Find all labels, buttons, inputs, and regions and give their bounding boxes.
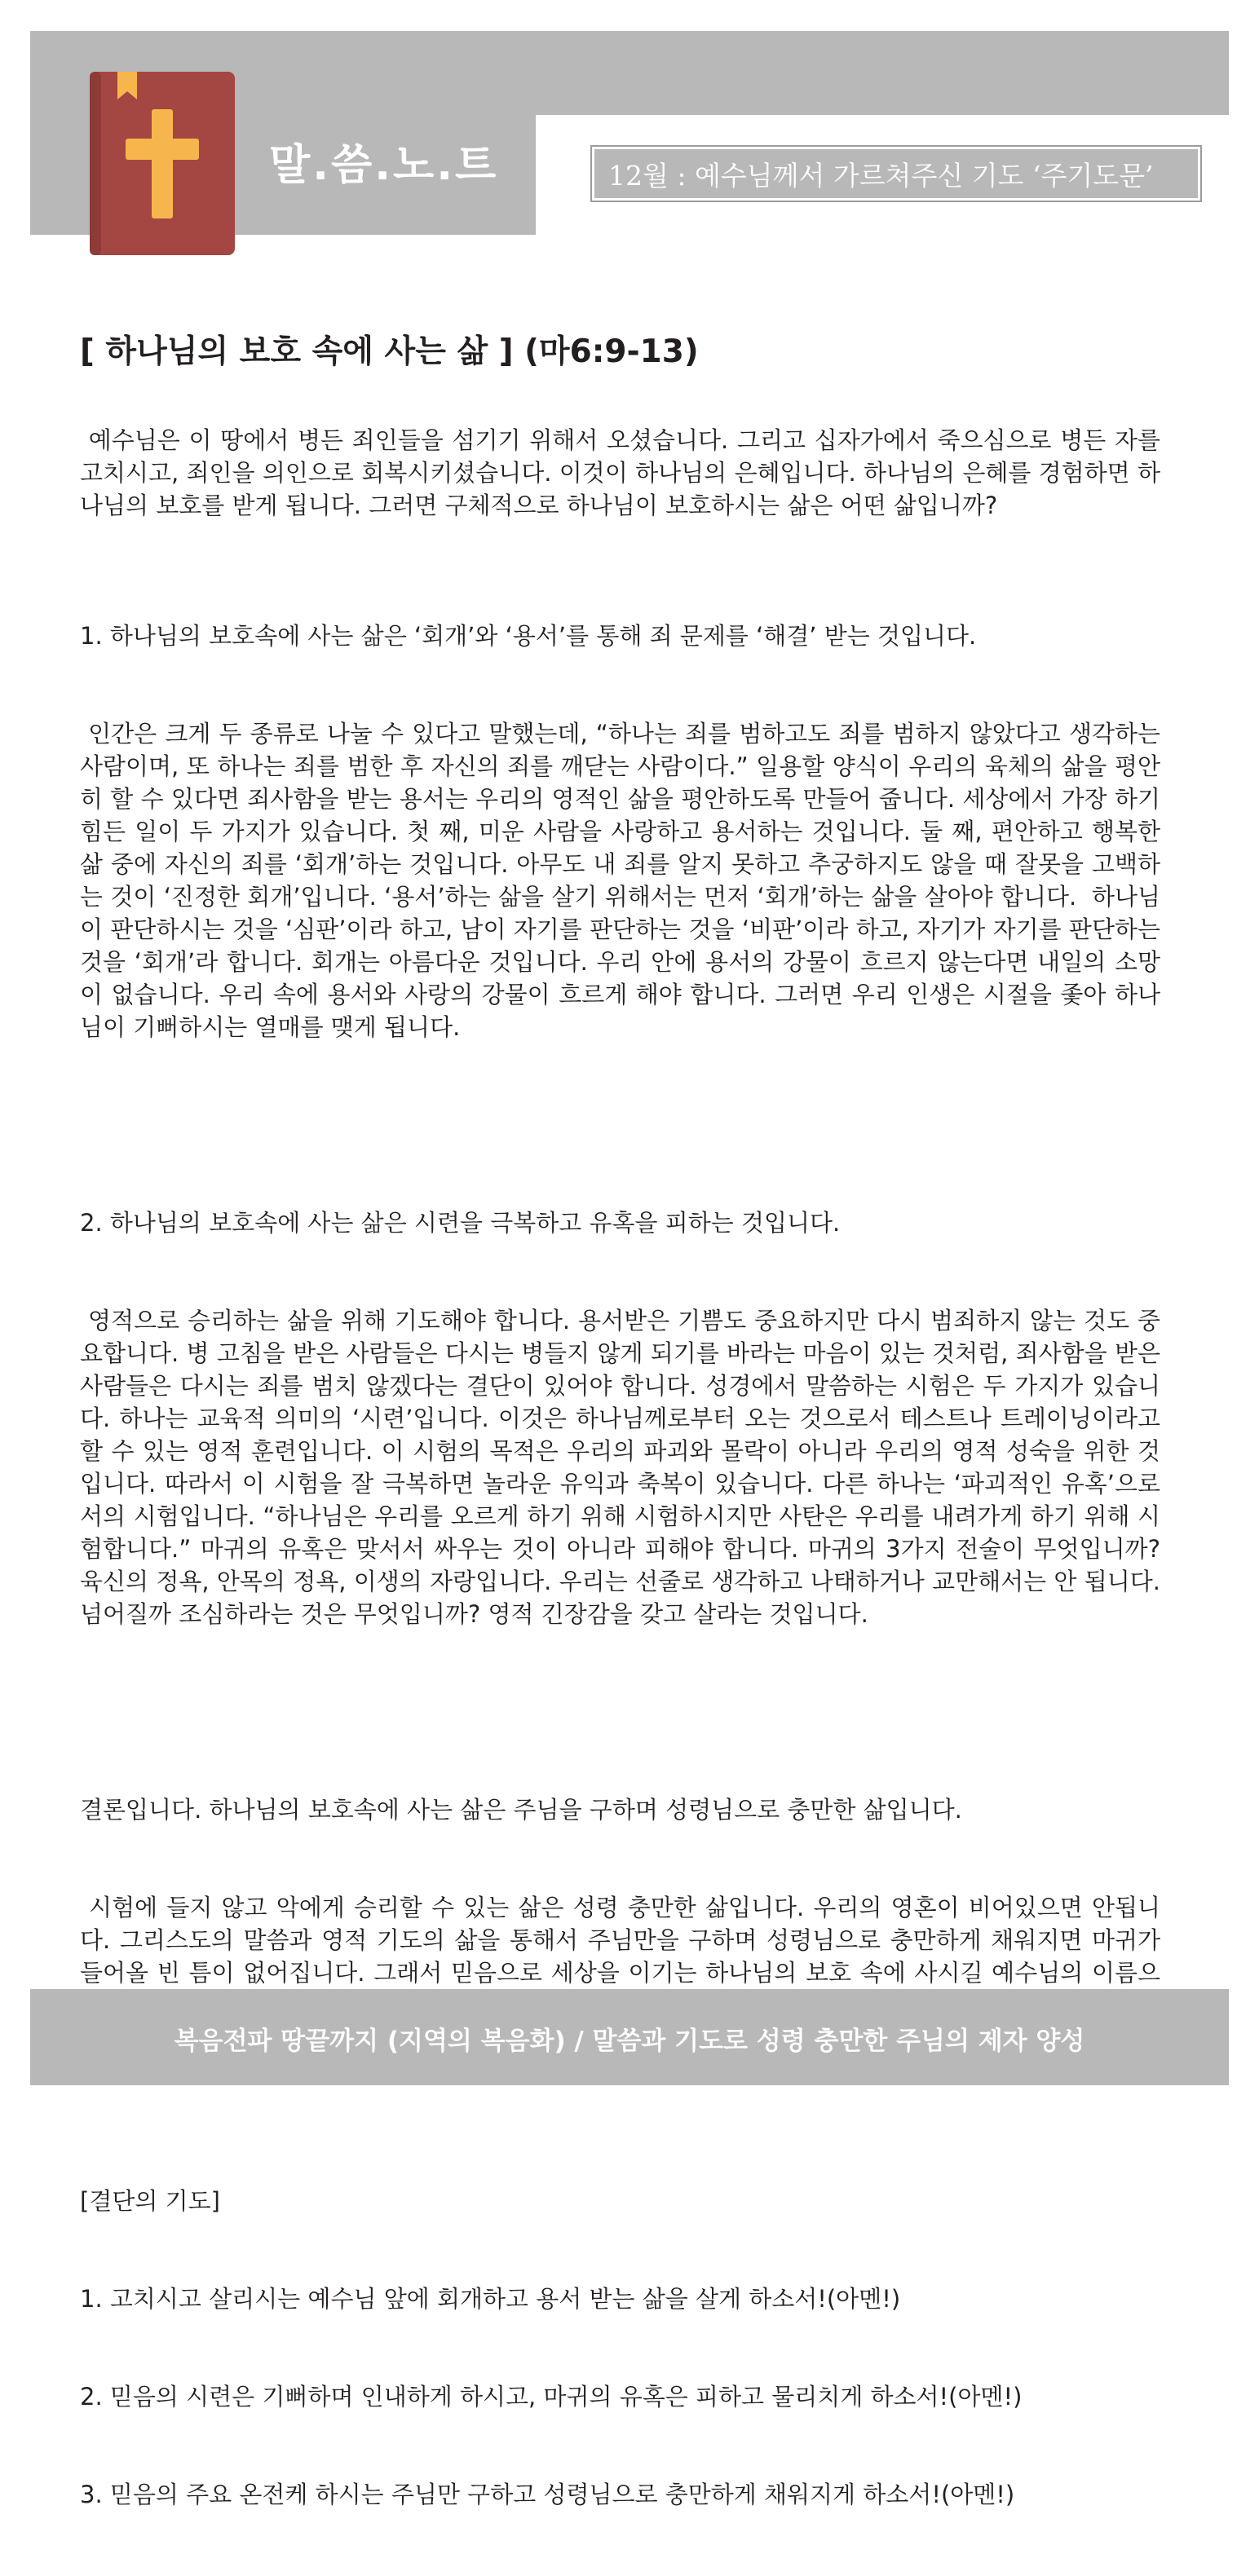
point-2-title: 2. 하나님의 보호속에 사는 삶은 시련을 극복하고 유혹을 피하는 것입니다. bbox=[80, 1209, 841, 1237]
prayer-section bbox=[80, 2119, 1160, 2576]
prayer-title: [결단의 기도] bbox=[80, 2187, 220, 2215]
prayer-item-3: 3. 믿음의 주요 온전케 하시는 주님만 구하고 성령님으로 충만하게 채워지게 하소서!(아멘!) bbox=[80, 2481, 1015, 2508]
footer-band bbox=[30, 1989, 1229, 2085]
point-2-body: 영적으로 승리하는 삶을 위해 기도해야 합니다. 용서받은 기쁨도 중요하지만 다시 범죄하지 않는 것도 중요합니다. 병 고침을 받은 사람들은 다시는 병들지 않게 되기를 바라는 마음이 있는 것처럼, 죄사함을 받은 사람들은 다시는 죄를 범치 않겠다는 결단이 있어야 합니다. 성경에서 말씀하는 시험은 두 가지가 있습니다. 하나는 교육적 의미의 ‘시련’입니다. 이것은 하나님께로부터 오는 것으로서 테스트나 트레이닝이라고 할 수 있는 영적 훈련입니다. 이 시험의 목적은 우리의 파괴와 몰락이 아니라 우리의 영적 성숙을 위한 것입니다. 따라서 이 시험을 잘 극복하면 놀라운 유익과 축복이 있습니다. 다른 하나는 ‘파괴적인 유혹’으로서의 시험입니다. “하나님은 우리를 오르게 하기 위해 시험하시지만 사탄은 우리를 내려가게 하기 위해 시험합니다.” 마귀의 유혹은 맞서서 싸우는 것이 아니라 피해야 합니다. 마귀의 3가지 전술이 무엇입니까? 육신의 정욕, 안목의 정욕, 이생의 자랑입니다. 우리는 선줄로 생각하고 나태하거나 교만해서는 안 됩니다. 넘어질까 조심하라는 것은 무엇입니까? 영적 긴장감을 갖고 살라는 것입니다. bbox=[80, 1307, 1168, 1628]
point-2-section bbox=[80, 1141, 1168, 1696]
conclusion-title: 결론입니다. 하나님의 보호속에 사는 삶은 주님을 구하며 성령님으로 충만한 삶입니다. bbox=[80, 1796, 962, 1824]
bible-icon bbox=[90, 72, 235, 255]
intro-paragraph: 예수님은 이 땅에서 병든 죄인들을 섬기기 위해서 오셨습니다. 그리고 십자가에서 죽으심으로 병든 자를 고치시고, 죄인을 의인으로 회복시키셨습니다. 이것이 하나님의 은혜입니다. 하나님의 은혜를 경험하면 하나님의 보호를 받게 됩니다. 그러면 구체적으로 하나님이 보호하시는 삶은 어떤 삶입니까? bbox=[80, 426, 1168, 519]
point-1-section bbox=[80, 554, 1168, 1109]
month-theme-label: 12월 : 예수님께서 가르쳐주신 기도 ‘주기도문’ bbox=[608, 160, 1154, 192]
conclusion-body: 시험에 들지 않고 악에게 승리할 수 있는 삶은 성령 충만한 삶입니다. 우리의 영혼이 비어있으면 안됩니다. 그리스도의 말씀과 영적 기도의 삶을 통해서 주님만을 구하며 성령님으로 충만하게 채워지면 마귀가 들어올 빈 틈이 없어집니다. 그래서 믿음으로 세상을 이기는 하나님의 보호 속에 사시길 예수님의 이름으 bbox=[80, 1894, 1160, 1987]
brand-title: 말.씀.노.트 bbox=[269, 141, 499, 190]
prayer-item-1: 1. 고치시고 살리시는 예수님 앞에 회개하고 용서 받는 삶을 살게 하소서!(아멘!) bbox=[80, 2285, 901, 2313]
sermon-heading: [ 하나님의 보호 속에 사는 삶 ] (마6:9-13) bbox=[80, 333, 699, 370]
point-1-body: 인간은 크게 두 종류로 나눌 수 있다고 말했는데, “하나는 죄를 범하고도 죄를 범하지 않았다고 생각하는 사람이며, 또 하나는 죄를 범한 후 자신의 죄를 깨닫는 사람이다.” 일용할 양식이 우리의 육체의 삶을 평안히 할 수 있다면 죄사함을 받는 용서는 우리의 영적인 삶을 평안하도록 만들어 줍니다. 세상에서 가장 하기 힘든 일이 두 가지가 있습니다. 첫 째, 미운 사람을 사랑하고 용서하는 것입니다. 둘 째, 편안하고 행복한 삶 중에 자신의 죄를 ‘회개’하는 것입니다. 아무도 내 죄를 알지 못하고 추궁하지도 않을 때 잘못을 고백하는 것이 ‘진정한 회개’입니다. ‘용서’하는 삶을 살기 위해서는 먼저 ‘회개’하는 삶을 살아야 합니다. 하나님이 판단하시는 것을 ‘심판’이라 하고, 남이 자기를 판단하는 것을 ‘비판’이라 하고, 자기가 자기를 판단하는 것을 ‘회개’라 합니다. 회개는 아름다운 것입니다. 우리 안에 용서의 강물이 흐르지 않는다면 내일의 소망이 없습니다. 우리 속에 용서와 사랑의 강물이 흐르게 해야 합니다. 그러면 우리 인생은 시절을 좇아 하나님이 기뻐하시는 열매를 맺게 됩니다. bbox=[80, 720, 1168, 1041]
footer-motto: 복음전파 땅끝까지 (지역의 복음화) / 말씀과 기도로 성령 충만한 주님의 제자 양성 bbox=[174, 2027, 1085, 2056]
sermon-body bbox=[80, 424, 1168, 2576]
point-1-title: 1. 하나님의 보호속에 사는 삶은 ‘회개’와 ‘용서’를 통해 죄 문제를 ‘해결’ 받는 것입니다. bbox=[80, 622, 977, 650]
month-theme-box bbox=[590, 145, 1202, 202]
prayer-item-2: 2. 믿음의 시련은 기뻐하며 인내하게 하시고, 마귀의 유혹은 피하고 물리치게 하소서!(아멘!) bbox=[80, 2383, 1023, 2411]
